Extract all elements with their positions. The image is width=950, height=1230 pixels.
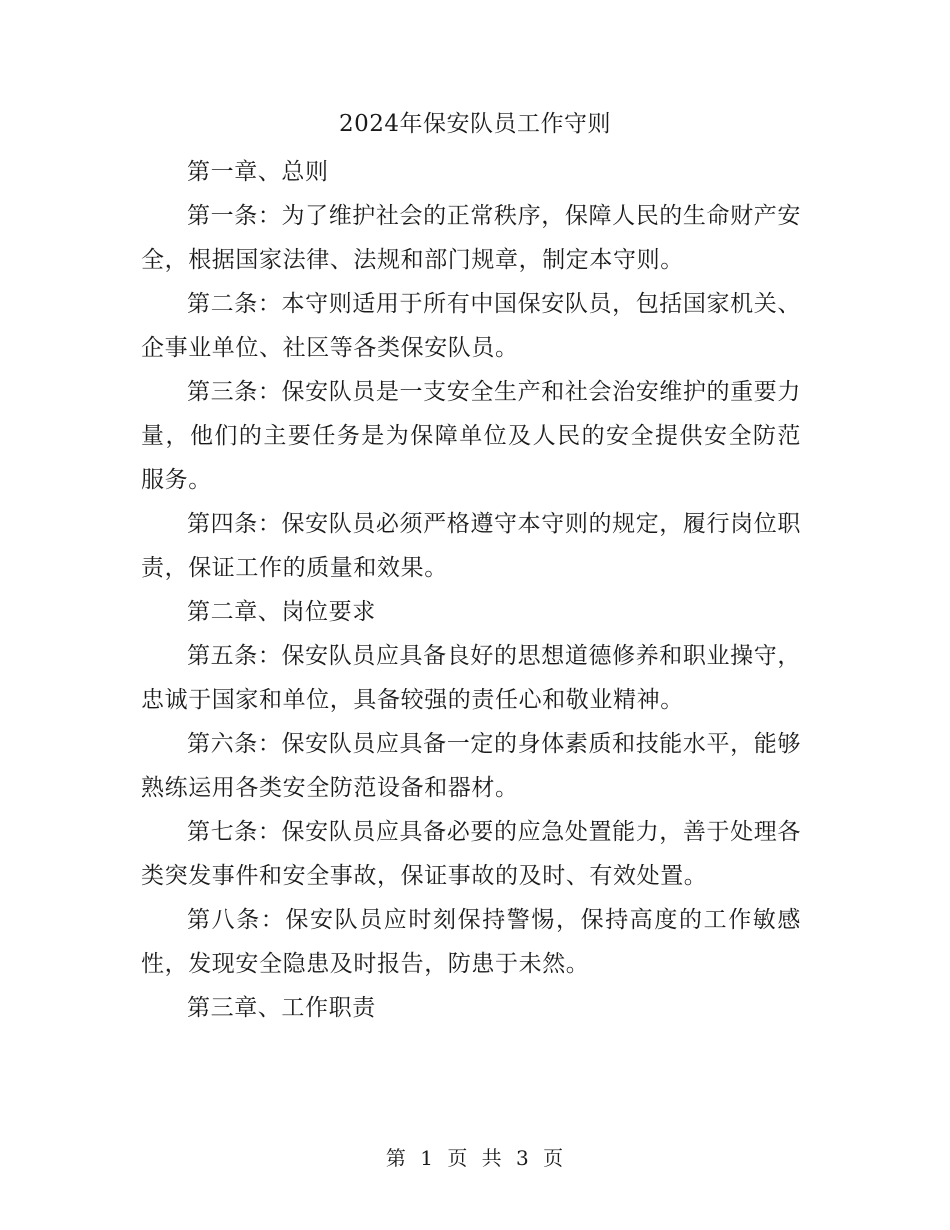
article-paragraph: 第五条：保安队员应具备良好的思想道德修养和职业操守，忠诚于国家和单位，具备较强的责任心和敬业精神。: [141, 643, 801, 713]
chapter-heading: 第二章、岗位要求: [187, 599, 376, 625]
article-paragraph: 第二条：本守则适用于所有中国保安队员，包括国家机关、企事业单位、社区等各类保安队员。: [141, 291, 801, 361]
document-title: 2024年保安队员工作守则: [338, 111, 612, 137]
chapter-heading: 第一章、总则: [187, 159, 329, 185]
article-paragraph: 第八条：保安队员应时刻保持警惕，保持高度的工作敏感性，发现安全隐患及时报告，防患于未然。: [141, 907, 801, 977]
article-paragraph: 第三条：保安队员是一支安全生产和社会治安维护的重要力量，他们的主要任务是为保障单位及人民的安全提供安全防范服务。: [141, 379, 801, 493]
page-number-footer: 第 1 页 共 3 页: [385, 1146, 565, 1170]
document-body: [141, 150, 801, 1030]
article-paragraph: 第六条：保安队员应具备一定的身体素质和技能水平，能够熟练运用各类安全防范设备和器材。: [141, 731, 801, 801]
chapter-heading: 第三章、工作职责: [187, 995, 376, 1021]
article-paragraph: 第七条：保安队员应具备必要的应急处置能力，善于处理各类突发事件和安全事故，保证事故的及时、有效处置。: [141, 819, 801, 889]
article-paragraph: 第一条：为了维护社会的正常秩序，保障人民的生命财产安全，根据国家法律、法规和部门规章，制定本守则。: [141, 203, 801, 273]
article-paragraph: 第四条：保安队员必须严格遵守本守则的规定，履行岗位职责，保证工作的质量和效果。: [141, 511, 801, 581]
